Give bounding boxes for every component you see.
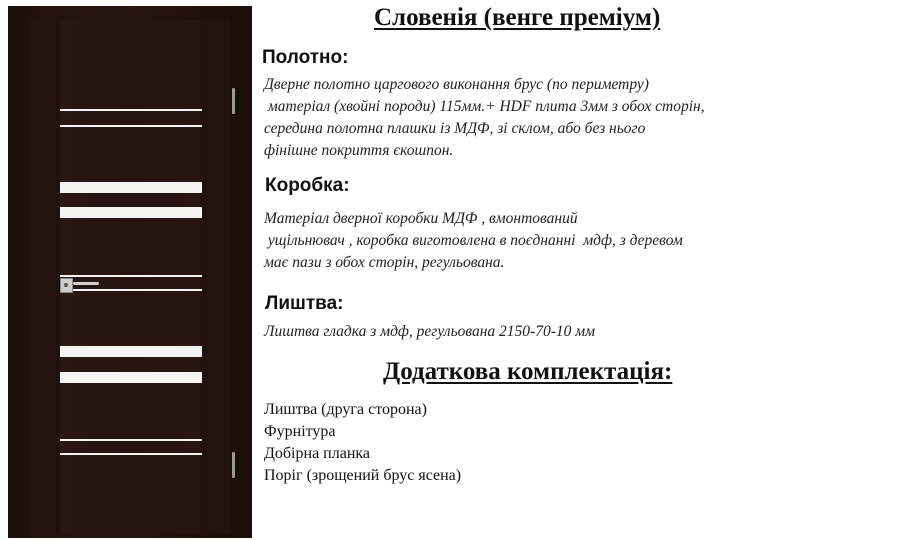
- text-line: середина полотна плашки із МДФ, зі склом, або без нього: [264, 120, 646, 137]
- glass-strip: [60, 453, 202, 455]
- list-item: Добірна планка: [264, 445, 371, 462]
- page-title: Словенія (венге преміум): [374, 4, 661, 31]
- glass-strip: [60, 372, 202, 383]
- section-text-lyshtva: [264, 321, 595, 343]
- door-leaf: [30, 20, 230, 534]
- section-heading-korobka: Коробка:: [265, 175, 350, 196]
- section-text-polotno: [264, 74, 705, 162]
- text-line: Дверне полотно царгового виконання брус (по периметру): [264, 76, 649, 93]
- door-image: [8, 6, 252, 538]
- door-hinge: [232, 452, 235, 478]
- door-handle-plate: [60, 278, 73, 293]
- door-handle-lever: [73, 282, 99, 285]
- glass-strip: [60, 346, 202, 357]
- section-heading-lyshtva: Лиштва:: [265, 293, 344, 314]
- text-line: ущільнювач , коробка виготовлена в поєднанні мдф, з деревом: [264, 232, 683, 249]
- list-item: Поріг (зрощений брус ясена): [264, 467, 462, 484]
- glass-strip: [60, 289, 202, 291]
- text-line: фінішне покриття єкошпон.: [264, 142, 454, 159]
- glass-strip: [60, 207, 202, 218]
- section-text-korobka: [264, 208, 683, 274]
- text-line: Матеріал дверної коробки МДФ , вмонтований: [264, 210, 578, 227]
- text-line: має пази з обох сторін, регульована.: [264, 254, 505, 271]
- text-line: матеріал (хвойні породи) 115мм.+ HDF плита 3мм з обох сторін,: [264, 98, 705, 115]
- text-line: Лиштва гладка з мдф, регульована 2150-70-10 мм: [264, 323, 596, 340]
- glass-strip: [60, 275, 202, 277]
- glass-strip: [60, 182, 202, 193]
- list-item: Фурнітура: [264, 423, 336, 440]
- extra-list: [264, 399, 461, 487]
- section-heading-polotno: Полотно:: [262, 47, 349, 68]
- door-stile-left: [30, 20, 60, 534]
- door-hinge: [232, 88, 235, 114]
- glass-strip: [60, 439, 202, 441]
- glass-strip: [60, 125, 202, 127]
- door-stile-right: [200, 20, 230, 534]
- list-item: Лиштва (друга сторона): [264, 401, 427, 418]
- extra-heading: Додаткова комплектація:: [383, 358, 673, 385]
- glass-strip: [60, 109, 202, 111]
